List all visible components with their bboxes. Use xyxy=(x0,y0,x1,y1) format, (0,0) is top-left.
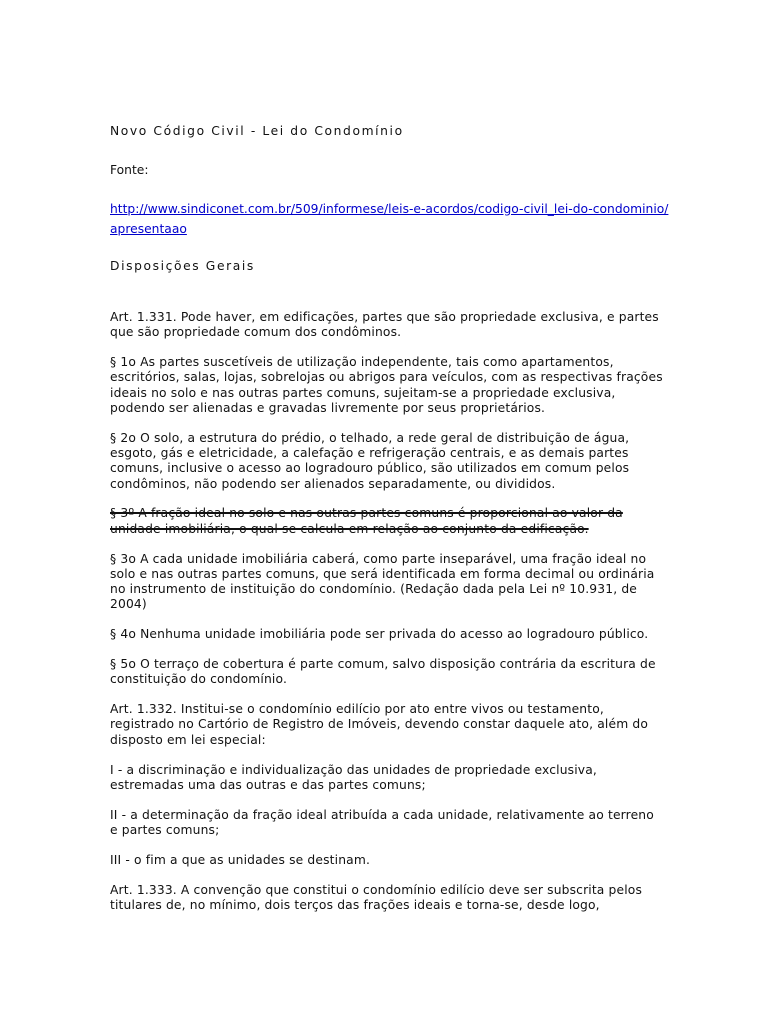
section-title: Disposições Gerais xyxy=(110,259,255,273)
article-paragraph: § 1o As partes suscetíveis de utilização independente, tais como apartamentos, escritórios, salas, lojas, sobrelojas ou abrigos para veículos, com as respectivas frações ideais no solo e nas outras partes comuns, sujeitam-se a propriedade exclusiva, podendo ser alienadas e gravadas livremente por seus proprietários. xyxy=(110,355,663,415)
revoked-paragraph: § 3º A fração ideal no solo e nas outras partes comuns é proporcional ao valor da unidade imobiliária, o qual se calcula em relação ao conjunto da edificação. xyxy=(110,506,623,536)
article-paragraph: Art. 1.332. Institui-se o condomínio edilício por ato entre vivos ou testamento, registrado no Cartório de Registro de Imóveis, devendo constar daquele ato, além do disposto em lei especial: xyxy=(110,702,649,747)
article-body xyxy=(110,310,665,928)
article-paragraph: § 3o A cada unidade imobiliária caberá, como parte inseparável, uma fração ideal no solo e nas outras partes comuns, que será identificada em forma decimal ou ordinária no instrumento de instituição do condomínio. (Redação dada pela Lei nº 10.931, de 2004) xyxy=(110,551,655,612)
article-paragraph: II - a determinação da fração ideal atribuída a cada unidade, relativamente ao terreno e partes comuns; xyxy=(110,807,654,837)
source-link[interactable]: http://www.sindiconet.com.br/509/informese/leis-e-acordos/codigo-civil_lei-do-condominio/apresentaao xyxy=(110,202,669,236)
document-title: Novo Código Civil - Lei do Condomínio xyxy=(110,124,404,138)
article-paragraph: I - a discriminação e individualização das unidades de propriedade exclusiva, estremadas uma das outras e das partes comuns; xyxy=(110,762,597,792)
article-paragraph: § 5o O terraço de cobertura é parte comum, salvo disposição contrária da escritura de constituição do condomínio. xyxy=(110,657,656,687)
article-paragraph: III - o fim a que as unidades se destinam. xyxy=(110,852,371,867)
article-paragraph: Art. 1.333. A convenção que constitui o condomínio edilício deve ser subscrita pelos titulares de, no mínimo, dois terços das frações ideais e torna-se, desde logo, xyxy=(110,882,643,912)
article-paragraph: § 4o Nenhuma unidade imobiliária pode ser privada do acesso ao logradouro público. xyxy=(110,627,649,642)
source-label: Fonte: xyxy=(110,163,149,177)
article-paragraph: § 2o O solo, a estrutura do prédio, o telhado, a rede geral de distribuição de água, esgoto, gás e eletricidade, a calefação e refrigeração centrais, e as demais partes comuns, inclusive o acesso ao logradouro público, são utilizados em comum pelos condôminos, não podendo ser alienados separadamente, ou divididos. xyxy=(110,430,630,491)
article-paragraph: Art. 1.331. Pode haver, em edificações, partes que são propriedade exclusiva, e partes que são propriedade comum dos condôminos. xyxy=(110,310,659,340)
